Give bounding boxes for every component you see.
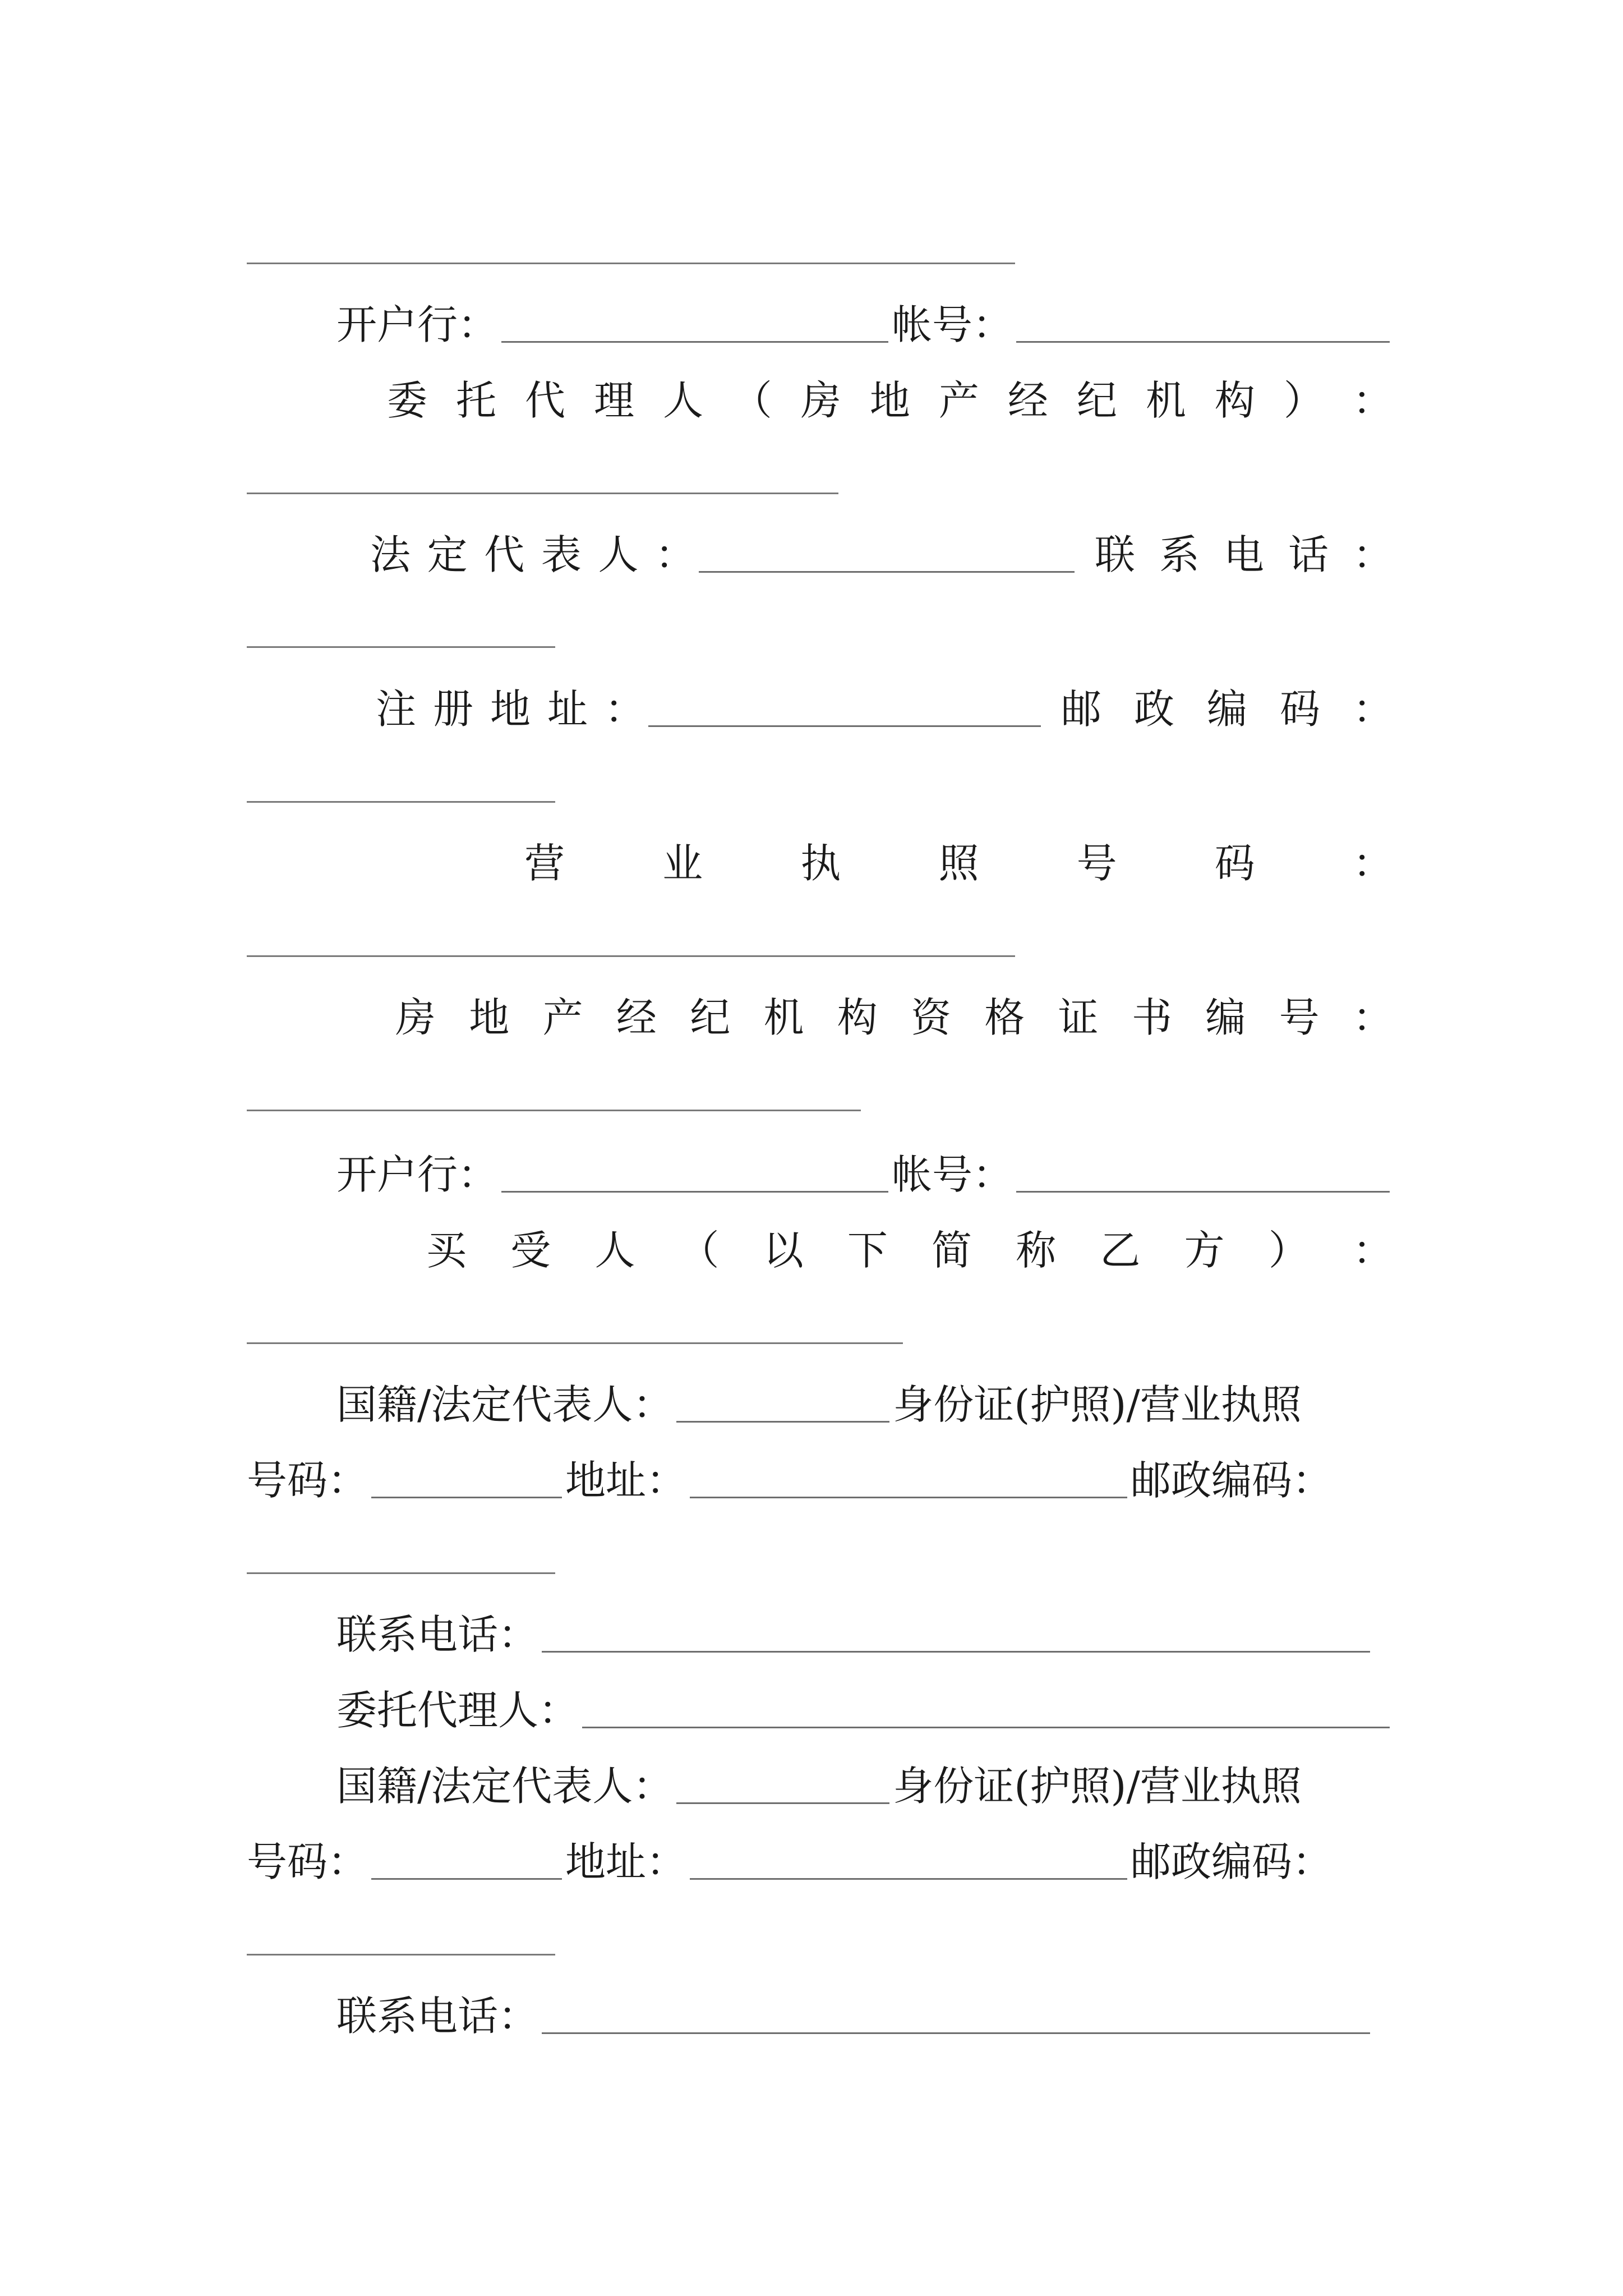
label-char: ： (1352, 840, 1393, 887)
label-char: 买 (426, 1227, 467, 1274)
id-number-label: 号码： (247, 1838, 368, 1885)
label-char: ） (1268, 1227, 1309, 1274)
label-char: 方 (1184, 1227, 1225, 1274)
label-char: 编 (1206, 685, 1247, 733)
address-label: 地址： (565, 1457, 687, 1504)
label-char: 简 (932, 1227, 972, 1274)
label-char: 格 (984, 994, 1025, 1041)
label-char: ： (654, 531, 695, 578)
id-number-label: 号码： (247, 1457, 368, 1504)
label-char: 乙 (1100, 1227, 1141, 1274)
postcode-label: 邮政编码： (1131, 1457, 1333, 1504)
label-char: 机 (1145, 377, 1186, 424)
bank-label: 开户行： (336, 301, 499, 348)
label-char: 定 (427, 531, 468, 578)
label-char: 地 (469, 994, 510, 1041)
buyer-id-address-row (247, 1439, 1393, 1504)
label-char: 执 (800, 840, 841, 887)
legal-rep-phone-row (370, 513, 1393, 578)
label-char: 下 (847, 1227, 888, 1274)
label-char: 代 (484, 531, 525, 578)
label-char: 机 (763, 994, 804, 1041)
label-char: 理 (593, 377, 634, 424)
label-char: 册 (432, 685, 473, 733)
label-char: 纪 (1076, 377, 1117, 424)
label-char: 托 (455, 377, 496, 424)
nationality-label: 国籍/法定代表人： (336, 1381, 674, 1428)
buyer-heading-row (426, 1209, 1393, 1274)
id-label: 身份证(护照)/营业执照 (893, 1763, 1302, 1810)
agent-field[interactable] (247, 493, 838, 494)
label-char: ： (1352, 685, 1393, 733)
bank-account-row-2 (336, 1133, 1393, 1198)
postcode-field[interactable] (247, 1954, 555, 1955)
label-char: ： (1352, 994, 1393, 1041)
label-char: （ (731, 377, 772, 424)
id-number-field[interactable] (371, 1494, 562, 1498)
label-char: 码 (1279, 685, 1320, 733)
label-char: 房 (800, 377, 841, 424)
label-char: ） (1283, 377, 1324, 424)
account-label: 帐号： (892, 1151, 1013, 1198)
license-label-row (524, 822, 1393, 887)
license-field[interactable] (247, 955, 1015, 957)
label-char: 业 (662, 840, 703, 887)
label-char: 号 (1279, 994, 1320, 1041)
legal-rep-field[interactable] (699, 569, 1075, 573)
label-char: 经 (1007, 377, 1048, 424)
label-char: 委 (387, 377, 428, 424)
buyer-agent-row (336, 1669, 1393, 1734)
label-char: ： (1352, 377, 1393, 424)
account-field[interactable] (1016, 339, 1390, 343)
bank-account-row (336, 283, 1393, 348)
blank-line[interactable] (247, 263, 1015, 264)
label-char: 房 (395, 994, 436, 1041)
postcode-field[interactable] (247, 801, 555, 803)
label-char: 法 (370, 531, 411, 578)
label-char: 产 (938, 377, 979, 424)
label-char: （ (679, 1227, 720, 1274)
nationality-field[interactable] (676, 1419, 889, 1423)
bank-label: 开户行： (336, 1151, 499, 1198)
account-label: 帐号： (892, 301, 1013, 348)
address-field[interactable] (690, 1876, 1127, 1880)
cert-label-row (395, 976, 1393, 1041)
id-label: 身份证(护照)/营业执照 (893, 1381, 1302, 1428)
label-char: ： (1352, 1227, 1393, 1274)
label-char: 人 (598, 531, 639, 578)
label-char: ： (604, 685, 645, 733)
label-char: 电 (1223, 531, 1264, 578)
legal-rep-label (370, 531, 695, 578)
label-char: 经 (616, 994, 657, 1041)
label-char: 地 (869, 377, 910, 424)
phone-label: 联系电话： (336, 1611, 539, 1658)
phone-label: 联系电话： (336, 1993, 539, 2040)
label-char: 号 (1076, 840, 1117, 887)
label-char: 注 (376, 685, 417, 733)
buyer-phone-row (336, 1593, 1373, 1658)
buyer-field[interactable] (247, 1342, 903, 1344)
label-char: 人 (594, 1227, 635, 1274)
cert-field[interactable] (247, 1110, 861, 1111)
label-char: 码 (1214, 840, 1255, 887)
label-char: 资 (911, 994, 952, 1041)
bank-field[interactable] (501, 339, 888, 343)
label-char: 话 (1288, 531, 1329, 578)
label-char: ： (1352, 531, 1393, 578)
phone-field[interactable] (542, 1649, 1370, 1653)
postcode-field[interactable] (247, 1572, 555, 1574)
label-char: 人 (662, 377, 703, 424)
label-char: 照 (938, 840, 979, 887)
label-char: 邮 (1061, 685, 1102, 733)
address-label: 地址： (565, 1838, 687, 1885)
label-char: 表 (541, 531, 582, 578)
account-field[interactable] (1016, 1189, 1390, 1193)
label-char: 系 (1159, 531, 1200, 578)
label-char: 以 (763, 1227, 804, 1274)
reg-address-field[interactable] (648, 723, 1041, 727)
buyer-nationality-row (336, 1363, 1393, 1428)
label-char: 书 (1131, 994, 1172, 1041)
address-field[interactable] (690, 1494, 1127, 1498)
phone-field[interactable] (542, 2030, 1370, 2034)
label-char: 代 (524, 377, 565, 424)
label-char: 证 (1058, 994, 1099, 1041)
agent-nationality-row (336, 1745, 1393, 1810)
reg-address-postcode-row (376, 668, 1393, 733)
phone-label (1095, 531, 1393, 578)
label-char: 营 (524, 840, 565, 887)
id-number-field[interactable] (371, 1876, 562, 1880)
nationality-field[interactable] (676, 1800, 889, 1804)
label-char: 编 (1205, 994, 1246, 1041)
bank-field[interactable] (501, 1189, 888, 1193)
nationality-label: 国籍/法定代表人： (336, 1763, 674, 1810)
label-char: 产 (542, 994, 583, 1041)
agent-id-address-row (247, 1820, 1393, 1885)
agent-field[interactable] (582, 1724, 1390, 1728)
reg-address-label (376, 685, 645, 733)
label-char: 政 (1133, 685, 1174, 733)
label-char: 联 (1095, 531, 1136, 578)
postcode-label: 邮政编码： (1131, 1838, 1333, 1885)
agent-phone-row (336, 1975, 1373, 2040)
label-char: 构 (1214, 377, 1255, 424)
agent-label: 委托代理人： (336, 1687, 579, 1734)
label-char: 称 (1016, 1227, 1057, 1274)
label-char: 址 (547, 685, 588, 733)
label-char: 纪 (690, 994, 731, 1041)
label-char: 构 (837, 994, 878, 1041)
label-char: 受 (510, 1227, 551, 1274)
phone-field[interactable] (247, 646, 555, 648)
postcode-label (1061, 685, 1393, 733)
agent-label-row (387, 359, 1393, 424)
label-char: 地 (490, 685, 531, 733)
